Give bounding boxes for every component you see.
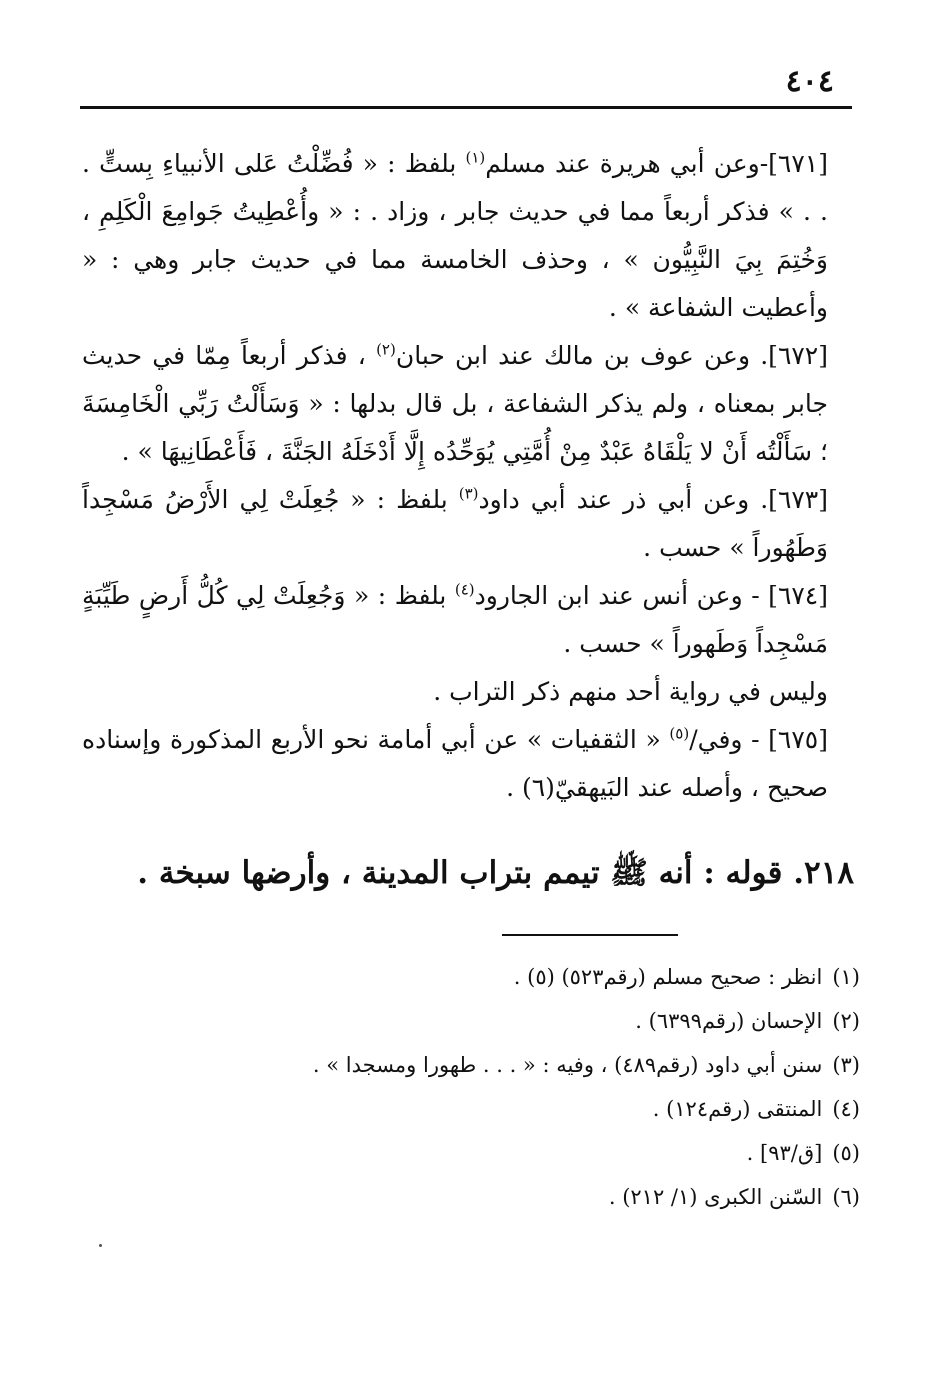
- paragraph-text: [٦٧٢]. وعن عوف بن مالك عند ابن حبان: [395, 341, 828, 370]
- paragraph-text: وليس في رواية أحد منهم ذكر التراب .: [433, 677, 828, 706]
- footnote-item: [150, 1087, 860, 1131]
- footnote-text: السّنن الكبرى (١/ ٢١٢) .: [608, 1185, 823, 1209]
- footnote-number: (٦): [832, 1185, 860, 1209]
- scan-speck: [99, 1244, 102, 1247]
- footnote-text: انظر : صحيح مسلم (رقم٥٢٣) (٥) .: [513, 965, 823, 989]
- section-heading: ٢١٨. قوله : أنه ﷺ تيمم بتراب المدينة ، وأرضها سبخة .: [137, 855, 854, 891]
- header-rule: [80, 106, 852, 109]
- footnote-ref: (٢): [376, 340, 396, 359]
- footnote-item: [150, 1043, 860, 1087]
- footnote-ref: (٥): [669, 724, 690, 743]
- footnotes: [150, 955, 860, 1219]
- paragraph-text: [٦٧١]-وعن أبي هريرة عند مسلم: [485, 149, 828, 178]
- footnote-number: (٥): [832, 1141, 860, 1165]
- paragraph-text: ، فذكر أربعاً مِمّا في حديث جابر بمعناه ، ولم يذكر الشفاعة ، بل قال بدلها : « وَسَأَلْتُ رَبِّي الْخَامِسَةَ ؛ سَأَلْتُه أَنْ لا يَلْقَاهُ عَبْدٌ مِنْ أُمَّتِي يُوَحِّدُه إِلَّا أَدْخَلَهُ الجَنَّةَ ، فَأَعْطَانِيهَا » .: [82, 341, 828, 466]
- footnote-item: [150, 1175, 860, 1219]
- paragraph-note: [82, 668, 854, 716]
- paragraph-text: بلفظ : « وَجُعِلَتْ لِي كُلُّ أَرضٍ طَيِّبَةٍ مَسْجِداً وَطَهوراً » حسب .: [82, 581, 828, 658]
- footnote-number: (٣): [832, 1053, 860, 1077]
- footnote-item: [150, 955, 860, 999]
- footnote-text: [ق/٩٣] .: [746, 1141, 823, 1165]
- footnote-ref: (١): [465, 148, 486, 167]
- paragraph-671: [82, 140, 854, 332]
- footnote-item: [150, 1131, 860, 1175]
- paragraph-text: « الثقفيات » عن أبي أمامة نحو الأربع المذكورة وإسناده صحيح ، وأصله عند البَيهقيّ(٦) .: [82, 725, 828, 802]
- main-text: [82, 140, 854, 812]
- footnote-item: [150, 999, 860, 1043]
- footnote-text: سنن أبي داود (رقم٤٨٩) ، وفيه : « . . . طهورا ومسجدا » .: [312, 1053, 823, 1077]
- paragraph-675: [82, 716, 854, 812]
- paragraph-text: [٦٧٥] - وفي/: [689, 725, 828, 754]
- footnote-number: (١): [832, 965, 860, 989]
- paragraph-text: [٦٧٤] - وعن أنس عند ابن الجارود: [474, 581, 828, 610]
- paragraph-672: [82, 332, 854, 476]
- footnote-number: (٤): [832, 1097, 860, 1121]
- paragraph-text: [٦٧٣]. وعن أبي ذر عند أبي داود: [478, 485, 828, 514]
- footnote-separator: [502, 934, 678, 936]
- footnote-number: (٢): [832, 1009, 860, 1033]
- footnote-text: الإحسان (رقم٦٣٩٩) .: [635, 1009, 823, 1033]
- paragraph-text: بلفظ : « جُعِلَتْ لِي الأَرْضُ مَسْجِداً وَطَهُوراً » حسب .: [82, 485, 828, 562]
- footnote-text: المنتقى (رقم١٢٤) .: [652, 1097, 823, 1121]
- paragraph-673: [82, 476, 854, 572]
- paragraph-text: بلفظ : « فُضِّلْتُ عَلى الأنبياءِ بِستٍّ . . . » فذكر أربعاً مما في حديث جابر ، وزاد . : « وأُعْطِيتُ جَوامِعَ الْكَلِمِ ، وَخُتِمَ بِيَ النَّبِيُّون » ، وحذف الخامسة مما في حديث جابر وهي : « وأعطيت الشفاعة » .: [82, 149, 828, 322]
- paragraph-674: [82, 572, 854, 668]
- page-number: ٤٠٤: [785, 64, 834, 99]
- footnote-ref: (٤): [454, 580, 475, 599]
- footnote-ref: (٣): [458, 484, 479, 503]
